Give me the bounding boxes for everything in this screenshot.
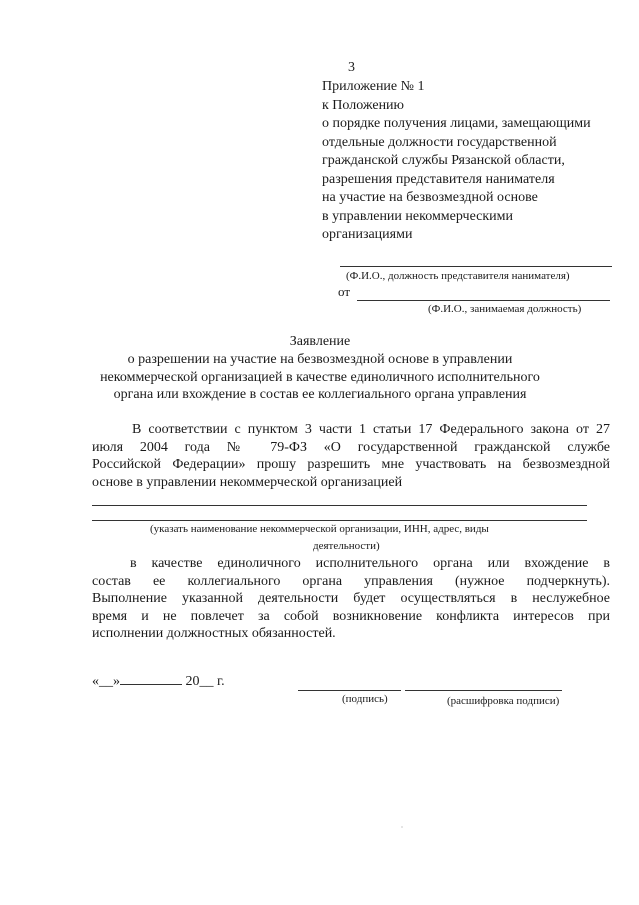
- employer-name-line: [340, 266, 612, 267]
- transcript-line: [405, 690, 562, 691]
- appendix-line: о порядке получения лицами, замещающими: [322, 116, 591, 131]
- paragraph-line: основе в управлении некоммерческой организацией: [92, 474, 403, 490]
- org-name-line-1: [92, 505, 587, 506]
- paragraph-line: в качестве единоличного исполнительного органа или вхождение в: [130, 556, 610, 571]
- employer-caption: (Ф.И.О., должность представителя нанимателя): [346, 270, 570, 282]
- org-caption: (указать наименование некоммерческой организации, ИНН, адрес, виды: [150, 523, 489, 535]
- applicant-caption: (Ф.И.О., занимаемая должность): [428, 303, 582, 315]
- paragraph-line: время и не повлечет за собой возникновение конфликта интересов при: [92, 608, 610, 624]
- paragraph-line: Российской Федерации» прошу разрешить мне участвовать на безвозмездной: [92, 457, 610, 472]
- appendix-line: к Положению: [322, 97, 405, 113]
- subtitle-line: органа или вхождение в состав ее коллегиального органа управления: [113, 387, 527, 402]
- subtitle-line: некоммерческой организацией в качестве единоличного исполнительного: [100, 369, 540, 385]
- appendix-line: в управлении некоммерческими: [322, 208, 513, 224]
- transcript-caption: (расшифровка подписи): [447, 695, 560, 707]
- paragraph-line: В соответствии с пунктом 3 части 1 статьи 17 Федерального закона от 27: [132, 422, 610, 437]
- date-day: «__»: [92, 674, 120, 689]
- appendix-line: отдельные должности государственной: [322, 134, 557, 150]
- subtitle-line: о разрешении на участие на безвозмездной основе в управлении: [127, 352, 513, 367]
- applicant-name-line: [357, 300, 610, 301]
- date-year: 20__ г.: [185, 674, 225, 689]
- page-number: 3: [348, 60, 355, 75]
- signature-caption: (подпись): [342, 693, 388, 705]
- scan-speck: [401, 826, 403, 828]
- appendix-block: [322, 78, 622, 245]
- paragraph-line: июля 2004 года № 79-ФЗ «О государственной гражданской службе: [92, 439, 610, 455]
- paragraph-line: исполнении должностных обязанностей.: [92, 626, 336, 641]
- statement-subtitle: [70, 351, 570, 404]
- paragraph-line: Выполнение указанной деятельности будет осуществляться в неслужебное: [92, 591, 610, 606]
- signature-line: [298, 690, 401, 691]
- from-label: от: [338, 284, 351, 299]
- request-paragraph: [92, 421, 610, 491]
- capacity-paragraph: [92, 555, 610, 643]
- appendix-line: гражданской службы Рязанской области,: [322, 153, 565, 168]
- org-name-line-2: [92, 520, 587, 521]
- appendix-line: Приложение № 1: [322, 79, 425, 94]
- date-field: [92, 674, 225, 690]
- appendix-line: организациями: [322, 227, 413, 242]
- appendix-line: на участие на безвозмездной основе: [322, 190, 538, 205]
- org-caption-cont: деятельности): [313, 540, 380, 552]
- statement-title: Заявление: [289, 334, 351, 349]
- appendix-line: разрешения представителя нанимателя: [322, 171, 555, 187]
- date-month-blank: [120, 684, 182, 685]
- paragraph-line: состав ее коллегиального органа управления (нужное подчеркнуть).: [92, 573, 610, 589]
